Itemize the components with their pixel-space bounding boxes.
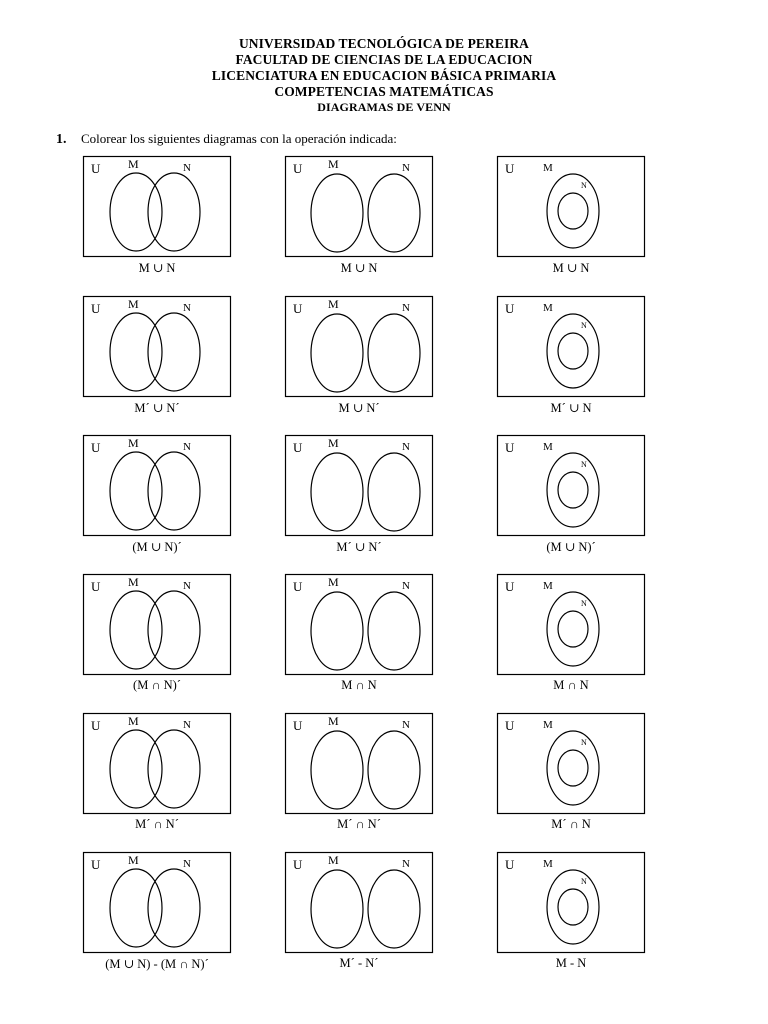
venn-cell: [83, 852, 231, 983]
set-m-ellipse: [110, 313, 162, 391]
operation-caption: M - N: [555, 956, 587, 970]
universe-label: U: [91, 161, 101, 176]
set-m-label: M: [543, 441, 553, 453]
universe-label: U: [91, 718, 101, 733]
venn-cell: [83, 574, 231, 705]
universe-label: U: [293, 301, 303, 316]
universe-label: U: [91, 579, 101, 594]
venn-cell: [285, 435, 433, 566]
universe-rectangle: [286, 157, 433, 257]
venn-diagram: [497, 296, 645, 397]
set-n-label: N: [183, 858, 191, 870]
set-n-ellipse: [148, 173, 200, 251]
set-n-ellipse: [368, 870, 420, 948]
venn-diagram: [497, 713, 645, 814]
set-n-label: N: [581, 460, 587, 469]
exercise-number: 1.: [56, 132, 67, 147]
operation-caption: M ∪ N: [552, 261, 590, 275]
set-m-ellipse: [110, 173, 162, 251]
venn-diagram: [497, 435, 645, 536]
operation-caption: M ∪ N´: [338, 401, 380, 415]
venn-diagram: [83, 296, 231, 397]
set-m-ellipse: [547, 314, 599, 388]
set-n-label: N: [183, 441, 191, 453]
venn-diagram: [83, 852, 231, 953]
venn-diagram: [83, 574, 231, 675]
set-n-label: N: [581, 738, 587, 747]
universe-rectangle: [498, 853, 645, 953]
set-n-label: N: [183, 580, 191, 592]
set-n-ellipse: [558, 193, 588, 229]
set-n-ellipse: [558, 472, 588, 508]
set-n-ellipse: [368, 314, 420, 392]
universe-label: U: [505, 161, 515, 176]
set-n-ellipse: [368, 731, 420, 809]
set-n-label: N: [581, 181, 587, 190]
venn-diagram: [285, 435, 433, 536]
set-n-label: N: [581, 877, 587, 886]
set-n-ellipse: [368, 174, 420, 252]
set-m-label: M: [543, 302, 553, 314]
universe-label: U: [505, 440, 515, 455]
set-m-label: M: [128, 575, 139, 589]
program-name: LICENCIATURA EN EDUCACION BÁSICA PRIMARIA: [211, 68, 557, 83]
venn-cell: [497, 713, 645, 844]
set-n-label: N: [402, 302, 410, 314]
venn-cell: [497, 852, 645, 983]
universe-rectangle: [498, 575, 645, 675]
set-m-label: M: [543, 580, 553, 592]
set-m-ellipse: [110, 730, 162, 808]
venn-diagram: [83, 156, 231, 257]
venn-cell: [285, 713, 433, 844]
set-n-label: N: [402, 858, 410, 870]
venn-diagram: [285, 574, 433, 675]
set-n-ellipse: [148, 591, 200, 669]
universe-rectangle: [498, 297, 645, 397]
venn-cell: [285, 156, 433, 287]
set-m-ellipse: [547, 592, 599, 666]
venn-cell: [497, 435, 645, 566]
set-m-label: M: [128, 157, 139, 171]
set-m-label: M: [328, 853, 339, 867]
set-n-label: N: [183, 162, 191, 174]
venn-diagram: [285, 296, 433, 397]
venn-diagram: [285, 156, 433, 257]
venn-diagram: [497, 156, 645, 257]
universe-label: U: [505, 579, 515, 594]
set-m-ellipse: [311, 314, 363, 392]
set-m-ellipse: [311, 174, 363, 252]
universe-rectangle: [286, 436, 433, 536]
set-m-ellipse: [547, 870, 599, 944]
operation-caption: (M ∪ N) - (M ∩ N)´: [105, 957, 209, 971]
venn-diagram: [83, 435, 231, 536]
universe-label: U: [293, 440, 303, 455]
venn-cell: [497, 156, 645, 287]
operation-caption: M´ ∪ N: [550, 401, 592, 415]
operation-caption: M´ ∩ N´: [135, 817, 179, 831]
universe-label: U: [505, 718, 515, 733]
set-m-label: M: [328, 436, 339, 450]
operation-caption: M ∩ N: [553, 678, 589, 692]
set-m-ellipse: [311, 731, 363, 809]
universe-label: U: [293, 857, 303, 872]
universe-label: U: [91, 857, 101, 872]
universe-rectangle: [498, 436, 645, 536]
faculty-name: FACULTAD DE CIENCIAS DE LA EDUCACION: [235, 52, 533, 67]
operation-caption: M ∩ N: [341, 678, 377, 692]
set-m-label: M: [328, 297, 339, 311]
universe-rectangle: [286, 575, 433, 675]
set-m-ellipse: [110, 869, 162, 947]
operation-caption: M ∪ N: [340, 261, 378, 275]
venn-diagram: [83, 713, 231, 814]
set-m-label: M: [543, 719, 553, 731]
universe-rectangle: [286, 714, 433, 814]
set-m-ellipse: [110, 591, 162, 669]
worksheet-title: DIAGRAMAS DE VENN: [317, 100, 451, 114]
set-n-label: N: [581, 599, 587, 608]
set-n-label: N: [183, 719, 191, 731]
operation-caption: M´ ∪ N´: [336, 540, 382, 554]
set-m-label: M: [328, 575, 339, 589]
venn-cell: [83, 296, 231, 427]
venn-diagram: [497, 574, 645, 675]
venn-cell: [83, 713, 231, 844]
set-n-label: N: [402, 162, 410, 174]
venn-diagram: [285, 713, 433, 814]
operation-caption: M´ ∩ N: [551, 817, 591, 831]
set-n-ellipse: [558, 889, 588, 925]
set-m-ellipse: [547, 174, 599, 248]
set-n-label: N: [183, 302, 191, 314]
set-m-ellipse: [547, 453, 599, 527]
venn-cell: [497, 296, 645, 427]
set-n-ellipse: [558, 333, 588, 369]
universe-label: U: [293, 579, 303, 594]
set-n-label: N: [581, 321, 587, 330]
universe-rectangle: [498, 157, 645, 257]
universe-label: U: [293, 161, 303, 176]
universe-rectangle: [286, 297, 433, 397]
set-n-ellipse: [148, 452, 200, 530]
universe-label: U: [505, 857, 515, 872]
operation-caption: (M ∪ N)´: [132, 540, 182, 554]
set-n-ellipse: [368, 453, 420, 531]
venn-cell: [285, 852, 433, 983]
operation-caption: M´ - N´: [339, 956, 379, 970]
course-name: COMPETENCIAS MATEMÁTICAS: [274, 84, 494, 99]
set-n-ellipse: [558, 611, 588, 647]
venn-diagram: [497, 852, 645, 953]
set-m-label: M: [128, 853, 139, 867]
set-m-ellipse: [547, 731, 599, 805]
set-m-label: M: [128, 436, 139, 450]
set-n-ellipse: [558, 750, 588, 786]
set-n-ellipse: [148, 313, 200, 391]
set-m-label: M: [128, 714, 139, 728]
venn-diagram: [285, 852, 433, 953]
operation-caption: M ∪ N: [138, 261, 176, 275]
operation-caption: (M ∩ N)´: [133, 678, 181, 692]
set-m-label: M: [128, 297, 139, 311]
operation-caption: M´ ∩ N´: [337, 817, 381, 831]
operation-caption: (M ∪ N)´: [546, 540, 596, 554]
university-name: UNIVERSIDAD TECNOLÓGICA DE PEREIRA: [238, 36, 530, 51]
set-n-ellipse: [148, 869, 200, 947]
venn-cell: [285, 574, 433, 705]
universe-label: U: [91, 440, 101, 455]
set-n-ellipse: [368, 592, 420, 670]
venn-cell: [83, 156, 231, 287]
set-m-ellipse: [311, 453, 363, 531]
set-m-ellipse: [110, 452, 162, 530]
set-n-label: N: [402, 580, 410, 592]
set-m-label: M: [543, 162, 553, 174]
operation-caption: M´ ∪ N´: [134, 401, 180, 415]
universe-rectangle: [286, 853, 433, 953]
set-m-label: M: [543, 858, 553, 870]
venn-cell: [83, 435, 231, 566]
set-m-ellipse: [311, 592, 363, 670]
set-m-label: M: [328, 714, 339, 728]
set-n-ellipse: [148, 730, 200, 808]
venn-cell: [285, 296, 433, 427]
universe-label: U: [293, 718, 303, 733]
universe-rectangle: [498, 714, 645, 814]
set-m-ellipse: [311, 870, 363, 948]
instruction-text: Colorear los siguientes diagramas con la operación indicada:: [81, 131, 397, 146]
universe-label: U: [91, 301, 101, 316]
set-n-label: N: [402, 441, 410, 453]
set-m-label: M: [328, 157, 339, 171]
venn-cell: [497, 574, 645, 705]
set-n-label: N: [402, 719, 410, 731]
universe-label: U: [505, 301, 515, 316]
